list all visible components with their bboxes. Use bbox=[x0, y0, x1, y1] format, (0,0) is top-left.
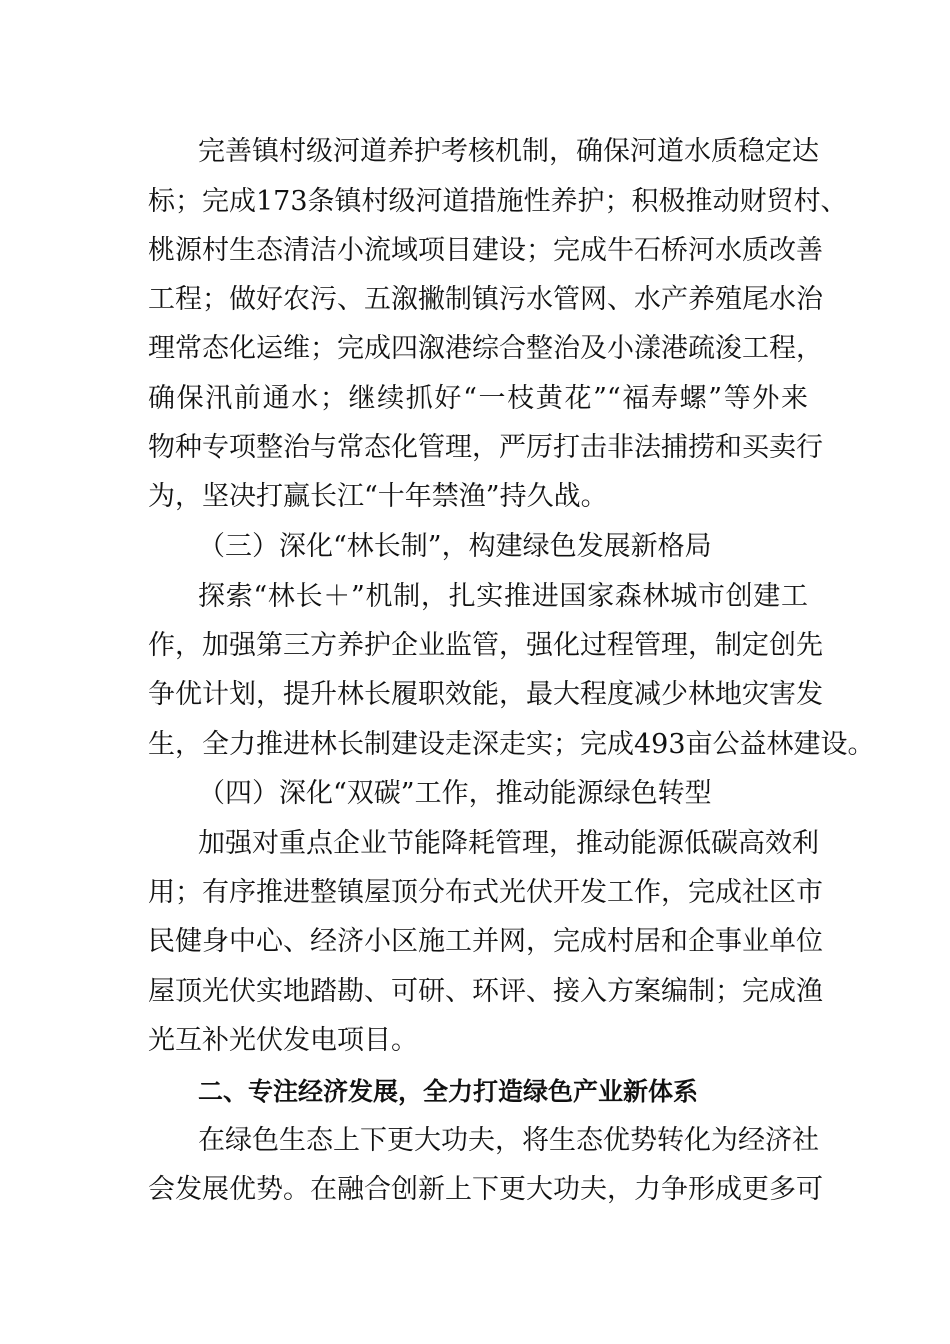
paragraph-line: 标；完成173条镇村级河道措施性养护；积极推动财贸村、 bbox=[148, 186, 848, 217]
paragraph-line: 用；有序推进整镇屋顶分布式光伏开发工作，完成社区市 bbox=[148, 877, 823, 908]
paragraph-line: 光互补光伏发电项目。 bbox=[148, 1025, 418, 1056]
paragraph-line: 加强对重点企业节能降耗管理，推动能源低碳高效利 bbox=[198, 828, 819, 859]
paragraph-line: 物种专项整治与常态化管理，严厉打击非法捕捞和买卖行 bbox=[148, 432, 823, 463]
paragraph-line: 在绿色生态上下更大功夫，将生态优势转化为经济社 bbox=[198, 1125, 819, 1156]
section-heading-3: （三）深化“林长制”，构建绿色发展新格局 bbox=[198, 531, 712, 562]
paragraph-line: 生，全力推进林长制建设走深走实；完成493亩公益林建设。 bbox=[148, 729, 875, 760]
paragraph-line: 会发展优势。在融合创新上下更大功夫，力争形成更多可 bbox=[148, 1174, 823, 1205]
paragraph-line: 屋顶光伏实地踏勘、可研、环评、接入方案编制；完成渔 bbox=[148, 976, 823, 1007]
paragraph-line: 作，加强第三方养护企业监管，强化过程管理，制定创先 bbox=[148, 630, 823, 661]
paragraph-line: 理常态化运维；完成四溆港综合整治及小漾港疏浚工程， bbox=[148, 333, 823, 364]
paragraph-line: 完善镇村级河道养护考核机制，确保河道水质稳定达 bbox=[198, 136, 819, 167]
paragraph-line: 工程；做好农污、五溆撇制镇污水管网、水产养殖尾水治 bbox=[148, 284, 823, 315]
section-heading-4: （四）深化“双碳”工作，推动能源绿色转型 bbox=[198, 778, 712, 809]
paragraph-line: 探索“林长＋”机制，扎实推进国家森林城市创建工 bbox=[198, 581, 808, 612]
chapter-heading: 二、专注经济发展，全力打造绿色产业新体系 bbox=[198, 1077, 699, 1106]
paragraph-line: 为，坚决打赢长江“十年禁渔”持久战。 bbox=[148, 481, 608, 512]
paragraph-line: 桃源村生态清洁小流域项目建设；完成牛石桥河水质改善 bbox=[148, 235, 823, 266]
paragraph-line: 确保汛前通水；继续抓好“一枝黄花”“福寿螺”等外来 bbox=[148, 383, 808, 414]
paragraph-line: 争优计划，提升林长履职效能，最大程度减少林地灾害发 bbox=[148, 679, 823, 710]
paragraph-line: 民健身中心、经济小区施工并网，完成村居和企事业单位 bbox=[148, 926, 823, 957]
